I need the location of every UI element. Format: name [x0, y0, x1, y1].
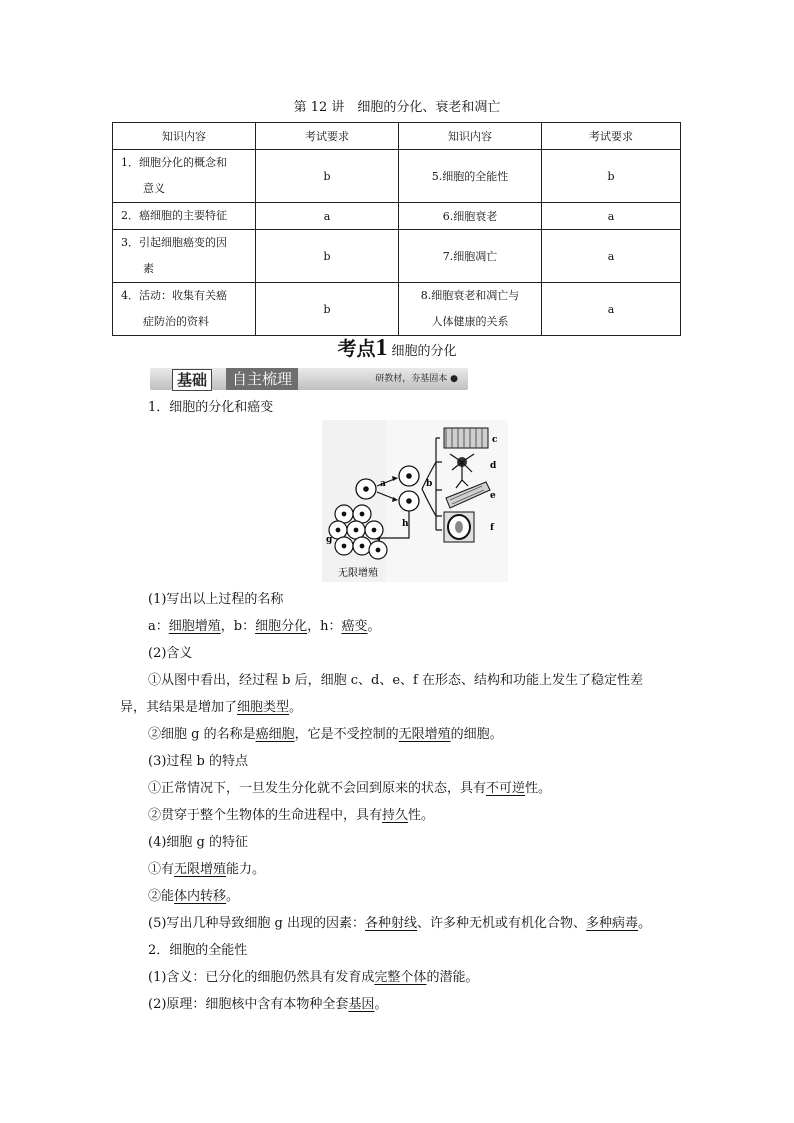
label-f: f	[490, 523, 494, 533]
cell-content: 6.细胞衰老	[399, 203, 542, 230]
answer-b: 细胞分化	[255, 619, 308, 634]
cell-requirement: a	[256, 203, 399, 230]
banner-tag: 研教材，夯基固本 ●	[375, 374, 458, 384]
cell-requirement: a	[542, 283, 681, 336]
question-2: (2)含义	[148, 646, 193, 661]
paragraph-line: (5)写出几种导致细胞 g 出现的因素：各种射线、许多种无机或有机化合物、多种病毒。	[148, 916, 652, 931]
cell-icon	[356, 479, 376, 499]
epithelial-cell-c	[444, 428, 488, 448]
header-cell: 考试要求	[542, 123, 681, 150]
paragraph-line: ①从图中看出，经过程 b 后，细胞 c、d、e、f 在形态、结构和功能上发生了稳定性差	[148, 673, 643, 688]
header-cell: 考试要求	[256, 123, 399, 150]
cell-differentiation-figure	[322, 420, 508, 582]
cell-content: 7.细胞凋亡	[399, 230, 542, 283]
heading-2: 2．细胞的全能性	[148, 943, 248, 958]
cell-content: 8.细胞衰老和凋亡与 人体健康的关系	[399, 283, 542, 336]
paragraph-line: ②能体内转移。	[148, 889, 240, 904]
paragraph-line: ①正常情况下，一旦发生分化就不会回到原来的状态，具有不可逆性。	[148, 781, 552, 796]
table-row	[113, 150, 681, 203]
paragraph-line: ②贯穿于整个生物体的生命进程中，具有持久性。	[148, 808, 435, 823]
cell-requirement: b	[256, 150, 399, 203]
paragraph-line: ①有无限增殖能力。	[148, 862, 266, 877]
cell-icon	[399, 491, 419, 511]
cell-content: 5.细胞的全能性	[399, 150, 542, 203]
cell-content: 1．细胞分化的概念和 意义	[113, 150, 256, 203]
figure-caption: 无限增殖	[338, 568, 378, 579]
header-cell: 知识内容	[399, 123, 542, 150]
paragraph-line: 异，其结果是增加了细胞类型。	[120, 700, 303, 715]
paragraph-line: (1)含义：已分化的细胞仍然具有发育成完整个体的潜能。	[148, 970, 479, 985]
cell-requirement: b	[256, 230, 399, 283]
question-4: (4)细胞 g 的特征	[148, 835, 249, 850]
cell-content: 2．癌细胞的主要特征	[113, 203, 256, 230]
paragraph-line: ②细胞 g 的名称是癌细胞，它是不受控制的无限增殖的细胞。	[148, 727, 503, 742]
cell-icon	[399, 466, 419, 486]
cell-requirement: b	[256, 283, 399, 336]
cell-requirement: a	[542, 230, 681, 283]
table-header-row	[113, 123, 681, 150]
section-number: 1	[375, 335, 388, 361]
table-row	[113, 203, 681, 230]
label-b: b	[426, 479, 433, 489]
question-1: (1)写出以上过程的名称	[148, 592, 284, 607]
answer-1: a：细胞增殖，b：细胞分化，h：癌变。	[148, 619, 381, 634]
label-g: g	[326, 535, 333, 545]
cell-requirement: b	[542, 150, 681, 203]
requirements-table	[112, 122, 681, 336]
banner-main-1: 基础	[172, 369, 212, 391]
answer-h: 癌变	[341, 619, 368, 634]
banner-main-2: 自主梳理	[226, 368, 298, 390]
table-row	[113, 283, 681, 336]
red-blood-cell-f	[444, 512, 474, 542]
label-h: h	[402, 519, 409, 529]
page-title: 第 12 讲 细胞的分化、衰老和凋亡	[293, 100, 501, 115]
figure-svg	[322, 420, 508, 582]
answer-a: 细胞增殖	[168, 619, 221, 634]
label-e: e	[490, 491, 496, 501]
heading-1: 1．细胞的分化和癌变	[148, 400, 274, 415]
study-banner	[150, 368, 468, 390]
section-heading	[0, 334, 794, 362]
header-cell: 知识内容	[113, 123, 256, 150]
question-3: (3)过程 b 的特点	[148, 754, 249, 769]
cell-requirement: a	[542, 203, 681, 230]
label-d: d	[490, 461, 497, 471]
cell-content: 4．活动：收集有关癌 症防治的资料	[113, 283, 256, 336]
label-c: c	[492, 435, 498, 445]
label-a: a	[380, 479, 386, 489]
section-title: 细胞的分化	[391, 344, 457, 359]
cell-content: 3．引起细胞癌变的因 素	[113, 230, 256, 283]
paragraph-line: (2)原理：细胞核中含有本物种全套基因。	[148, 997, 388, 1012]
table-row	[113, 230, 681, 283]
section-prefix: 考点	[337, 338, 376, 360]
